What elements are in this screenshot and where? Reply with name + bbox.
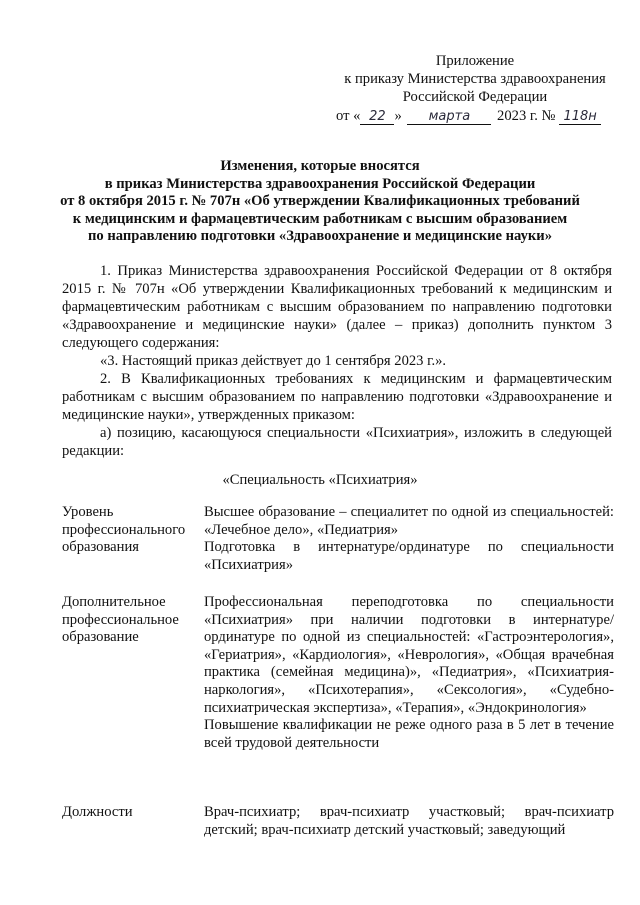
- heading-line-2: в приказ Министерства здравоохранения Российской Федерации: [104, 175, 536, 192]
- paragraph-1: 1. Приказ Министерства здравоохранения Российской Федерации от 8 октября 2015 г. № 707н «Об утверждении Квалификационных требований к медицинским и фармацевтическим работникам с высшим образованием по направлению подготовки «Здравоохранение и медицинские науки» (далее – приказ) дополнить пунктом 3 следующего содержания:: [62, 263, 612, 351]
- handwritten-month: марта: [407, 109, 491, 125]
- row-content: [204, 804, 614, 839]
- heading-line-5: по направлению подготовки «Здравоохранение и медицинские науки»: [87, 228, 553, 245]
- heading-line-3: от 8 октября 2015 г. № 707н «Об утверждении Квалификационных требований: [60, 193, 580, 210]
- specialty-title: «Специальность «Психиатрия»: [222, 472, 418, 488]
- internship-text: Подготовка в интернатуре/ординатуре по специальности «Психиатрия»: [204, 539, 614, 573]
- document-heading: [40, 158, 600, 246]
- handwritten-day: 22: [360, 109, 394, 125]
- row-label-additional-education: Дополнительное профессиональное образование: [62, 594, 179, 646]
- positions-text: Врач-психиатр; врач-психиатр участковый; врач-психиатр детский; врач-психиатр детский участковый; заведующий: [204, 804, 614, 838]
- row-label-positions: Должности: [62, 804, 133, 820]
- paragraph-4: а) позицию, касающуюся специальности «Психиатрия», изложить в следующей редакции:: [62, 425, 612, 459]
- appendix-order-ref: к приказу Министерства здравоохранения: [344, 71, 606, 87]
- row-content: [204, 504, 614, 594]
- table-row: [62, 804, 614, 839]
- appendix-block: [330, 52, 620, 106]
- appendix-date-line: [336, 108, 626, 125]
- date-year: 2023 г. №: [497, 108, 556, 124]
- heading-line-4: к медицинским и фармацевтическим работникам с высшим образованием: [72, 210, 568, 227]
- qualification-text: Повышение квалификации не реже одного раза в 5 лет в течение всей трудовой деятельности: [204, 717, 614, 751]
- requirements-table: [62, 504, 614, 839]
- appendix-title: Приложение: [435, 53, 515, 69]
- body-text: [62, 262, 612, 460]
- paragraph-2: «3. Настоящий приказ действует до 1 сентября 2023 г.».: [100, 353, 447, 369]
- row-content: [204, 594, 614, 804]
- date-mid: »: [394, 108, 402, 124]
- heading-line-1: Изменения, которые вносятся: [220, 158, 420, 174]
- date-prefix: от «: [336, 108, 361, 124]
- paragraph-3: 2. В Квалификационных требованиях к медицинским и фармацевтическим работникам с высшим образованием по направлению подготовки «Здравоохранение и медицинские науки», утвержденных приказом:: [62, 371, 612, 423]
- retraining-text: Профессиональная переподготовка по специальности «Психиатрия» при наличии подготовки в интернатуре/ординатуре по одной из специальностей: «Гастроэнтерология», «Гериатрия», «Кардиология», «Неврология», «Общая врачебная практика (семейная медицина)», «Педиатрия», «Психиатрия-наркология», «Психотерапия», «Сексология», «Судебно-психиатрическая экспертиза», «Терапия», «Эндокринология»: [204, 594, 614, 716]
- appendix-country: Российской Федерации: [402, 89, 548, 105]
- handwritten-order-number: 118н: [559, 109, 601, 125]
- education-level-text: Высшее образование – специалитет по одной из специальностей: «Лечебное дело», «Педиатрия»: [204, 504, 614, 538]
- table-row: [62, 594, 614, 804]
- table-row: [62, 504, 614, 594]
- row-label-education-level: Уровень профессионального образования: [62, 504, 186, 556]
